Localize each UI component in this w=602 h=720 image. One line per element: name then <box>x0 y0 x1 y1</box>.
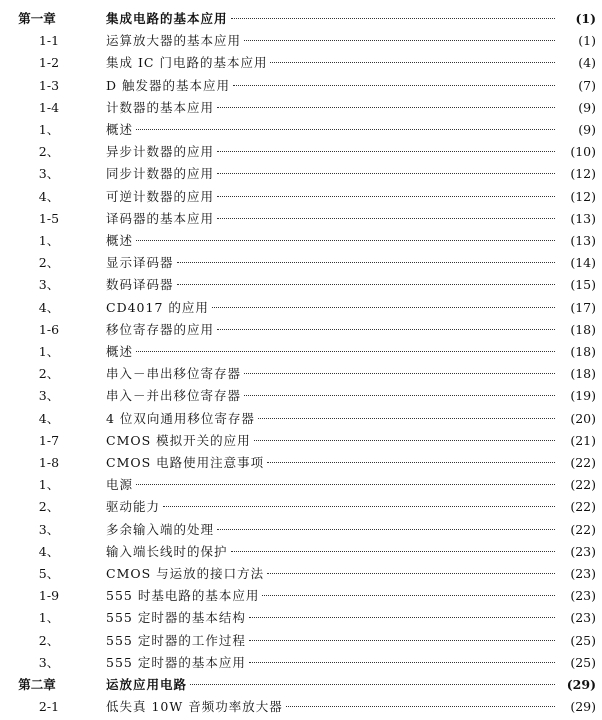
toc-entry-number: 2、 <box>38 144 60 160</box>
toc-leader-dots <box>190 684 555 685</box>
toc-entry-title-line <box>106 230 558 252</box>
toc-entry-title-line <box>106 408 558 430</box>
toc-entry-row <box>0 119 602 141</box>
toc-entry-title: 串入－串出移位寄存器 <box>106 366 242 382</box>
toc-page-number: (1) <box>578 33 596 49</box>
toc-leader-dots <box>244 373 555 374</box>
toc-leader-dots <box>217 107 555 108</box>
toc-entry-number: 1、 <box>38 344 60 359</box>
toc-entry-title: 低失真 10W 音频功率放大器 <box>106 699 283 715</box>
toc-entry-title: 移位寄存器的应用 <box>106 321 215 337</box>
toc-entry-row <box>0 496 602 518</box>
toc-entry-title-line <box>106 163 558 185</box>
toc-entry-title-line <box>106 274 558 296</box>
toc-page-number: (7) <box>578 77 596 93</box>
toc-leader-dots <box>212 307 555 308</box>
toc-leader-dots <box>136 484 555 485</box>
toc-entry-row <box>0 30 602 52</box>
toc-leader-dots <box>249 617 555 618</box>
toc-entry-title-line <box>106 607 558 629</box>
toc-entry-title-line <box>106 141 558 163</box>
toc-entry-number: 1-5 <box>38 210 60 226</box>
toc-leader-dots <box>249 662 555 663</box>
toc-entry-row <box>0 163 602 185</box>
toc-entry-title-line <box>106 341 558 363</box>
toc-leader-dots <box>217 173 555 174</box>
toc-leader-dots <box>267 573 555 574</box>
toc-entry-number: 1-4 <box>38 99 60 115</box>
toc-leader-dots <box>136 240 555 241</box>
toc-entry-row <box>0 696 602 718</box>
toc-entry-title: 计数器的基本应用 <box>106 99 215 115</box>
toc-entry-title-line <box>106 474 558 496</box>
toc-entry-row <box>0 252 602 274</box>
toc-page-number: (22) <box>570 477 596 493</box>
toc-page-number: (12) <box>570 166 596 182</box>
toc-leader-dots <box>233 85 555 86</box>
toc-entry-title-line <box>106 630 558 652</box>
toc-entry-number: 第一章 <box>18 11 56 26</box>
toc-entry-row <box>0 52 602 74</box>
toc-entry-row <box>0 519 602 541</box>
toc-entry-title-line <box>106 52 558 74</box>
toc-page-number: (29) <box>566 677 596 692</box>
toc-entry-row <box>0 452 602 474</box>
toc-leader-dots <box>249 640 555 641</box>
toc-entry-title: 同步计数器的应用 <box>106 166 215 182</box>
toc-entry-number: 3、 <box>38 388 60 404</box>
toc-entry-title-line <box>106 97 558 119</box>
toc-page-number: (23) <box>570 566 596 581</box>
toc-entry-number: 1、 <box>38 122 60 137</box>
toc-entry-number: 2、 <box>38 366 60 382</box>
toc-entry-row <box>0 75 602 97</box>
toc-entry-title: 集成电路的基本应用 <box>106 11 228 26</box>
toc-page-number: (10) <box>570 144 596 160</box>
toc-entry-number: 4、 <box>38 410 60 426</box>
toc-entry-row <box>0 585 602 607</box>
toc-entry-row <box>0 341 602 363</box>
toc-entry-title-line <box>106 319 558 341</box>
toc-entry-title: 555 定时器的工作过程 <box>106 632 246 648</box>
toc-entry-number: 1、 <box>38 477 60 493</box>
toc-page-number: (23) <box>570 588 596 604</box>
toc-entry-row <box>0 297 602 319</box>
toc-chapter-row <box>0 8 602 30</box>
toc-page-number: (13) <box>570 233 596 248</box>
toc-entry-row <box>0 430 602 452</box>
toc-leader-dots <box>217 329 555 330</box>
toc-entry-title: 译码器的基本应用 <box>106 210 215 226</box>
toc-entry-title-line <box>106 674 558 696</box>
toc-leader-dots <box>217 151 555 152</box>
toc-leader-dots <box>270 62 555 63</box>
toc-entry-title: 运放应用电路 <box>106 677 188 692</box>
toc-entry-title: 电源 <box>106 477 134 493</box>
toc-entry-title-line <box>106 652 558 674</box>
toc-leader-dots <box>286 706 555 707</box>
toc-page-number: (22) <box>570 521 596 537</box>
toc-entry-number: 1-3 <box>38 77 60 93</box>
toc-entry-title: 集成 IC 门电路的基本应用 <box>106 55 268 71</box>
toc-entry-number: 4、 <box>38 299 60 315</box>
toc-entry-title: 555 定时器的基本结构 <box>106 610 246 626</box>
toc-entry-number: 2、 <box>38 255 60 271</box>
toc-leader-dots <box>177 262 555 263</box>
toc-leader-dots <box>254 440 555 441</box>
toc-entry-row <box>0 319 602 341</box>
toc-entry-number: 1-1 <box>38 33 60 49</box>
toc-page-number: (9) <box>578 99 596 115</box>
toc-entry-title-line <box>106 75 558 97</box>
toc-entry-number: 2-1 <box>38 699 60 715</box>
toc-entry-title: CMOS 模拟开关的应用 <box>106 432 251 448</box>
toc-leader-dots <box>244 395 555 396</box>
toc-entry-title-line <box>106 30 558 52</box>
toc-entry-title-line <box>106 585 558 607</box>
toc-entry-row <box>0 408 602 430</box>
toc-page-number: (25) <box>570 632 596 648</box>
toc-entry-number: 5、 <box>38 566 60 581</box>
toc-entry-row <box>0 230 602 252</box>
toc-page-number: (18) <box>570 344 596 359</box>
toc-page-number: (12) <box>570 188 596 204</box>
toc-leader-dots <box>262 595 555 596</box>
toc-entry-number: 3、 <box>38 654 60 670</box>
toc-entry-title: 555 定时器的基本应用 <box>106 654 246 670</box>
toc-entry-number: 2、 <box>38 632 60 648</box>
toc-page-number: (13) <box>570 210 596 226</box>
toc-entry-number: 1-6 <box>38 321 60 337</box>
toc-entry-number: 2、 <box>38 499 60 515</box>
toc-entry-row <box>0 607 602 629</box>
toc-entry-title-line <box>106 696 558 718</box>
toc-leader-dots <box>231 18 555 19</box>
toc-entry-title: 概述 <box>106 122 134 137</box>
toc-entry-title: 555 时基电路的基本应用 <box>106 588 260 604</box>
toc-page-number: (18) <box>570 366 596 382</box>
toc-entry-title: 数码译码器 <box>106 277 174 293</box>
toc-entry-row <box>0 563 602 585</box>
toc-page-number: (4) <box>578 55 596 71</box>
toc-entry-number: 1-2 <box>38 55 60 71</box>
toc-entry-title: CMOS 与运放的接口方法 <box>106 566 265 581</box>
toc-page-number: (22) <box>570 499 596 515</box>
toc-leader-dots <box>217 529 555 530</box>
toc-entry-number: 1、 <box>38 233 60 248</box>
toc-entry-title: 可逆计数器的应用 <box>106 188 215 204</box>
toc-page-number: (9) <box>578 122 596 137</box>
toc-entry-row <box>0 630 602 652</box>
toc-entry-title: 输入端长线时的保护 <box>106 543 228 559</box>
toc-entry-title-line <box>106 496 558 518</box>
toc-entry-title-line <box>106 385 558 407</box>
toc-entry-title: 概述 <box>106 233 134 248</box>
toc-page-number: (22) <box>570 455 596 470</box>
toc-entry-row <box>0 186 602 208</box>
toc-entry-row <box>0 208 602 230</box>
toc-entry-number: 1-9 <box>38 588 60 604</box>
toc-entry-row <box>0 474 602 496</box>
toc-page-number: (20) <box>570 410 596 426</box>
toc-page-number: (14) <box>570 255 596 271</box>
toc-leader-dots <box>136 351 555 352</box>
toc-entry-row <box>0 141 602 163</box>
toc-entry-title-line <box>106 252 558 274</box>
toc-entry-title-line <box>106 297 558 319</box>
toc-entry-title-line <box>106 186 558 208</box>
toc-leader-dots <box>258 418 555 419</box>
toc-page-number: (1) <box>575 11 596 26</box>
toc-leader-dots <box>267 462 555 463</box>
toc-entry-row <box>0 541 602 563</box>
toc-entry-title-line <box>106 8 558 30</box>
toc-page-number: (23) <box>570 610 596 626</box>
toc-entry-row <box>0 274 602 296</box>
toc-entry-row <box>0 363 602 385</box>
toc-entry-row <box>0 97 602 119</box>
toc-entry-title: 驱动能力 <box>106 499 161 515</box>
toc-leader-dots <box>177 284 555 285</box>
toc-entry-number: 3、 <box>38 277 60 293</box>
toc-page-number: (17) <box>570 299 596 315</box>
toc-entry-number: 第二章 <box>18 677 56 692</box>
toc-page-number: (23) <box>570 543 596 559</box>
toc-page-number: (25) <box>570 654 596 670</box>
toc-entry-title-line <box>106 452 558 474</box>
toc-leader-dots <box>163 506 555 507</box>
toc-entry-title-line <box>106 519 558 541</box>
toc-entry-number: 1、 <box>38 610 60 626</box>
toc-entry-title-line <box>106 363 558 385</box>
toc-entry-title-line <box>106 208 558 230</box>
toc-entry-title: 运算放大器的基本应用 <box>106 33 242 49</box>
toc-entry-title-line <box>106 430 558 452</box>
toc-entry-title: 显示译码器 <box>106 255 174 271</box>
toc-entry-title-line <box>106 119 558 141</box>
toc-entry-row <box>0 385 602 407</box>
toc-entry-title: 概述 <box>106 344 134 359</box>
toc-page-number: (19) <box>570 388 596 404</box>
toc-entry-title: CD4017 的应用 <box>106 299 209 315</box>
toc-entry-title: 4 位双向通用移位寄存器 <box>106 410 255 426</box>
toc-entry-title-line <box>106 563 558 585</box>
toc-page-number: (21) <box>570 432 596 448</box>
toc-entry-number: 4、 <box>38 188 60 204</box>
toc-entry-number: 4、 <box>38 543 60 559</box>
toc-entry-title-line <box>106 541 558 563</box>
toc-entry-number: 3、 <box>38 166 60 182</box>
toc-page-number: (18) <box>570 321 596 337</box>
toc-entry-title: CMOS 电路使用注意事项 <box>106 455 265 470</box>
toc-chapter-row <box>0 674 602 696</box>
toc-entry-title: 多余输入端的处理 <box>106 521 215 537</box>
toc-entry-title: 串入－并出移位寄存器 <box>106 388 242 404</box>
toc-leader-dots <box>136 129 555 130</box>
toc-leader-dots <box>217 218 555 219</box>
toc-entry-title: 异步计数器的应用 <box>106 144 215 160</box>
toc-page-number: (15) <box>570 277 596 293</box>
toc-entry-number: 3、 <box>38 521 60 537</box>
toc-entry-number: 1-7 <box>38 432 60 448</box>
toc-entry-row <box>0 652 602 674</box>
toc-leader-dots <box>231 551 555 552</box>
toc-leader-dots <box>244 40 555 41</box>
toc-entry-title: D 触发器的基本应用 <box>106 77 230 93</box>
toc-leader-dots <box>217 196 555 197</box>
toc-page-number: (29) <box>570 699 596 715</box>
toc-entry-number: 1-8 <box>38 455 60 470</box>
